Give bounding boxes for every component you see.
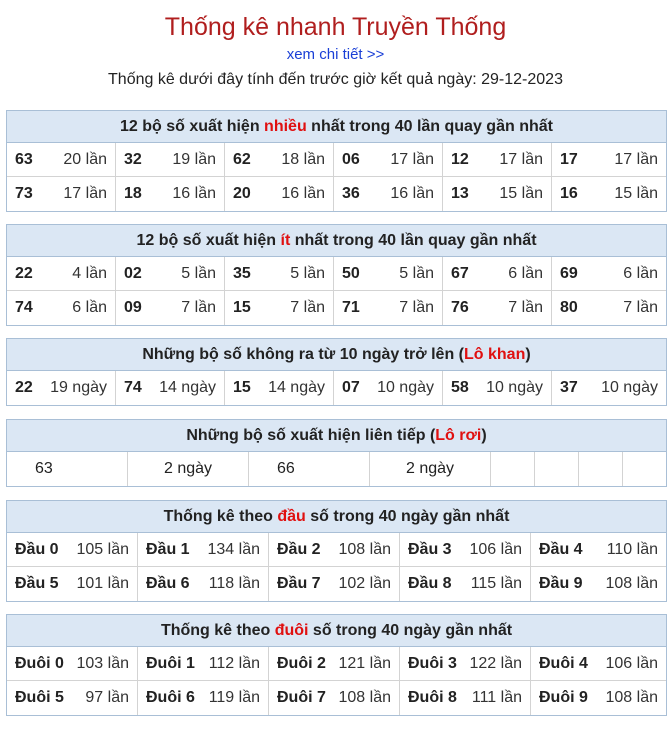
stat-cell: [443, 371, 552, 405]
stat-count: 102 lần: [338, 575, 391, 592]
stat-cell: [7, 291, 116, 325]
stat-count: 5 lần: [399, 265, 434, 282]
stat-key: 36: [342, 185, 360, 202]
stat-key: Đuôi 9: [539, 689, 588, 706]
lo-roi-block: [6, 419, 667, 487]
stat-key: Đầu 2: [277, 541, 321, 558]
stat-count: 134 lần: [207, 541, 260, 558]
stat-count: 19 ngày: [50, 379, 107, 396]
stat-count: 108 lần: [605, 689, 658, 706]
stat-cell: [7, 177, 116, 211]
stat-key: 20: [233, 185, 251, 202]
stat-key: Đuôi 8: [408, 689, 457, 706]
stat-count: 108 lần: [338, 541, 391, 558]
stat-key: Đuôi 7: [277, 689, 326, 706]
stat-key: 06: [342, 151, 360, 168]
stat-cell: [400, 681, 531, 715]
stat-key: Đầu 9: [539, 575, 583, 592]
stat-key: 09: [124, 299, 142, 316]
stat-count: 15 lần: [499, 185, 543, 202]
stat-cell: [7, 533, 138, 567]
stat-cell: [552, 143, 666, 177]
stat-count: 16 lần: [390, 185, 434, 202]
stat-cell: [269, 681, 400, 715]
stat-key: 16: [560, 185, 578, 202]
stat-cell: [7, 681, 138, 715]
stat-count: 122 lần: [469, 655, 522, 672]
stat-key: 15: [233, 299, 251, 316]
stat-cell: [225, 257, 334, 291]
stat-cell: [531, 681, 666, 715]
empty-cell: [623, 452, 666, 486]
stat-count: 111 lần: [471, 689, 522, 706]
stat-cell: [7, 647, 138, 681]
stat-count: 19 lần: [172, 151, 216, 168]
stat-count: 118 lần: [208, 575, 260, 592]
empty-cell: [535, 452, 579, 486]
stat-key: 35: [233, 265, 251, 282]
stat-key: 71: [342, 299, 360, 316]
stat-cell: [7, 371, 116, 405]
stat-cell: [552, 291, 666, 325]
lo-khan-block: [6, 338, 667, 406]
stat-key: Đuôi 2: [277, 655, 326, 672]
stat-cell: [531, 647, 666, 681]
stat-cell: [269, 567, 400, 601]
stat-cell: [531, 567, 666, 601]
stat-key: Đuôi 6: [146, 689, 195, 706]
stat-key: 18: [124, 185, 142, 202]
stat-cell: [138, 647, 269, 681]
stat-count: 7 lần: [181, 299, 216, 316]
stat-key: 02: [124, 265, 142, 282]
stat-cell: [7, 567, 138, 601]
stat-cell: [443, 143, 552, 177]
stat-cell: [334, 371, 443, 405]
lo-roi-days: 2 ngày: [370, 452, 491, 486]
stat-count: 16 lần: [172, 185, 216, 202]
stat-count: 112 lần: [208, 655, 260, 672]
stat-key: Đầu 7: [277, 575, 321, 592]
stat-cell: [225, 143, 334, 177]
table-row: [7, 257, 666, 291]
lo-roi-number: 63: [7, 452, 128, 486]
stat-cell: [400, 567, 531, 601]
stat-key: 63: [15, 151, 33, 168]
stat-count: 17 lần: [63, 185, 107, 202]
stat-key: 15: [233, 379, 251, 396]
stat-count: 110 lần: [606, 541, 658, 558]
lo-roi-days: 2 ngày: [128, 452, 249, 486]
table-row: [7, 681, 666, 715]
stat-cell: [116, 371, 225, 405]
most-frequent-header: 12 bộ số xuất hiện nhiều nhất trong 40 lần quay gần nhất: [7, 111, 666, 143]
dau-stats-block: [6, 500, 667, 602]
stat-key: 37: [560, 379, 578, 396]
duoi-stats-block: [6, 614, 667, 716]
table-row: [7, 533, 666, 567]
stat-count: 6 lần: [508, 265, 543, 282]
stat-cell: [443, 291, 552, 325]
stat-cell: [552, 371, 666, 405]
stat-cell: [138, 567, 269, 601]
stat-key: Đầu 5: [15, 575, 59, 592]
most-frequent-grid: [7, 143, 666, 211]
stat-count: 97 lần: [85, 689, 129, 706]
stat-key: 13: [451, 185, 469, 202]
stat-count: 7 lần: [290, 299, 325, 316]
stat-key: Đuôi 4: [539, 655, 588, 672]
stat-key: 62: [233, 151, 251, 168]
stat-key: 58: [451, 379, 469, 396]
stat-cell: [400, 647, 531, 681]
stat-cell: [334, 177, 443, 211]
stat-key: Đầu 0: [15, 541, 59, 558]
stat-key: 17: [560, 151, 578, 168]
stat-cell: [7, 143, 116, 177]
dau-stats-header: Thống kê theo đầu số trong 40 ngày gần nhất: [7, 501, 666, 533]
stat-cell: [116, 177, 225, 211]
stat-count: 17 lần: [499, 151, 543, 168]
stat-cell: [225, 177, 334, 211]
stat-count: 4 lần: [72, 265, 107, 282]
empty-cell: [491, 452, 535, 486]
lo-khan-header: Những bộ số không ra từ 10 ngày trở lên (Lô khan): [7, 339, 666, 371]
stat-count: 17 lần: [614, 151, 658, 168]
stat-cell: [138, 681, 269, 715]
stat-key: 76: [451, 299, 469, 316]
stat-key: Đuôi 5: [15, 689, 64, 706]
view-details-link[interactable]: xem chi tiết >>: [286, 46, 385, 63]
stat-cell: [531, 533, 666, 567]
table-row: [7, 291, 666, 325]
stat-count: 6 lần: [623, 265, 658, 282]
stat-cell: [225, 291, 334, 325]
stat-key: 07: [342, 379, 360, 396]
stat-key: Đầu 6: [146, 575, 190, 592]
table-row: [7, 371, 666, 405]
stat-key: 22: [15, 265, 33, 282]
stat-count: 7 lần: [623, 299, 658, 316]
page-title: Thống kê nhanh Truyền Thống: [164, 13, 507, 41]
stat-key: 69: [560, 265, 578, 282]
stat-count: 18 lần: [281, 151, 325, 168]
lo-roi-number: 66: [249, 452, 370, 486]
stat-cell: [225, 371, 334, 405]
stat-count: 10 ngày: [601, 379, 658, 396]
stat-cell: [269, 647, 400, 681]
most-frequent-block: [6, 110, 667, 212]
stat-count: 121 lần: [338, 655, 391, 672]
stat-count: 14 ngày: [268, 379, 325, 396]
stat-count: 10 ngày: [486, 379, 543, 396]
lo-khan-grid: [7, 371, 666, 405]
stat-cell: [269, 533, 400, 567]
stat-key: 74: [15, 299, 33, 316]
lo-roi-header: Những bộ số xuất hiện liên tiếp (Lô rơi): [7, 420, 666, 452]
stat-cell: [552, 177, 666, 211]
duoi-stats-header: Thống kê theo đuôi số trong 40 ngày gần nhất: [7, 615, 666, 647]
stat-cell: [334, 257, 443, 291]
stat-count: 106 lần: [469, 541, 522, 558]
empty-cell: [579, 452, 623, 486]
page-subtitle: Thống kê dưới đây tính đến trước giờ kết quả ngày: 29-12-2023: [108, 71, 563, 88]
stat-count: 108 lần: [605, 575, 658, 592]
stat-count: 115 lần: [470, 575, 522, 592]
stat-key: Đuôi 3: [408, 655, 457, 672]
stat-count: 20 lần: [63, 151, 107, 168]
stat-key: 22: [15, 379, 33, 396]
dau-stats-grid: [7, 533, 666, 601]
stat-count: 7 lần: [508, 299, 543, 316]
stat-count: 17 lần: [390, 151, 434, 168]
stat-key: 32: [124, 151, 142, 168]
stat-count: 108 lần: [338, 689, 391, 706]
stat-count: 101 lần: [76, 575, 129, 592]
stat-cell: [138, 533, 269, 567]
stat-count: 103 lần: [76, 655, 129, 672]
stat-key: 80: [560, 299, 578, 316]
stat-key: Đầu 3: [408, 541, 452, 558]
stat-cell: [400, 533, 531, 567]
stat-cell: [443, 257, 552, 291]
table-row: [7, 647, 666, 681]
stat-cell: [116, 257, 225, 291]
stat-cell: [334, 143, 443, 177]
stat-cell: [443, 177, 552, 211]
stat-key: 74: [124, 379, 142, 396]
table-row: [7, 567, 666, 601]
table-row: [7, 177, 666, 211]
duoi-stats-grid: [7, 647, 666, 715]
stat-count: 14 ngày: [159, 379, 216, 396]
stat-key: 67: [451, 265, 469, 282]
stat-cell: [116, 291, 225, 325]
stat-key: Đầu 1: [146, 541, 190, 558]
stat-cell: [7, 257, 116, 291]
stat-count: 119 lần: [208, 689, 260, 706]
least-frequent-grid: [7, 257, 666, 325]
stat-count: 16 lần: [281, 185, 325, 202]
stat-key: Đầu 8: [408, 575, 452, 592]
stat-count: 10 ngày: [377, 379, 434, 396]
stat-cell: [334, 291, 443, 325]
least-frequent-block: [6, 224, 667, 326]
stat-key: 12: [451, 151, 469, 168]
stat-key: 73: [15, 185, 33, 202]
least-frequent-header: 12 bộ số xuất hiện ít nhất trong 40 lần quay gần nhất: [7, 225, 666, 257]
stat-key: Đầu 4: [539, 541, 583, 558]
stat-key: Đuôi 0: [15, 655, 64, 672]
stat-cell: [552, 257, 666, 291]
stat-cell: [116, 143, 225, 177]
stat-count: 5 lần: [290, 265, 325, 282]
stat-count: 105 lần: [76, 541, 129, 558]
stat-count: 6 lần: [72, 299, 107, 316]
stat-count: 7 lần: [399, 299, 434, 316]
stat-key: 50: [342, 265, 360, 282]
table-row: [7, 143, 666, 177]
stat-key: Đuôi 1: [146, 655, 195, 672]
stat-count: 106 lần: [605, 655, 658, 672]
stat-count: 15 lần: [614, 185, 658, 202]
stat-count: 5 lần: [181, 265, 216, 282]
lo-roi-grid: [7, 452, 666, 486]
